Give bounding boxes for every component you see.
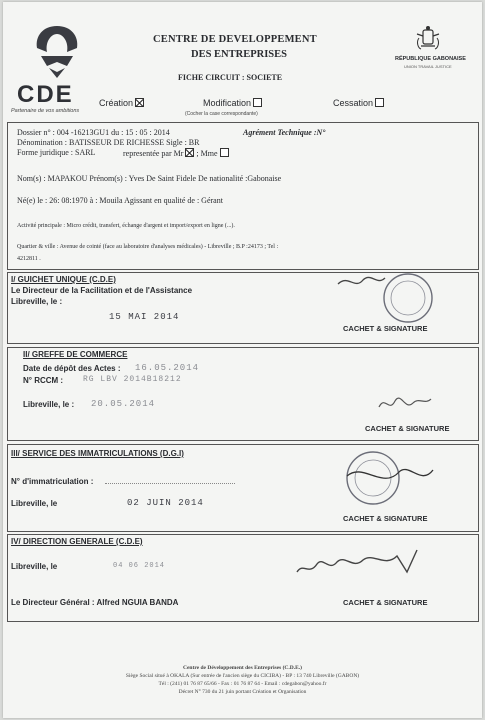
title-line1: CENTRE DE DEVELOPPEMENT bbox=[153, 34, 317, 45]
immat-title: III/ SERVICE DES IMMATRICULATIONS (D.G.I) bbox=[11, 449, 184, 458]
direction-signature-icon bbox=[293, 542, 433, 582]
coat-of-arms-icon bbox=[413, 24, 443, 54]
mr-checkbox[interactable] bbox=[185, 148, 194, 157]
cessation-option[interactable] bbox=[333, 98, 384, 108]
mme-checkbox[interactable] bbox=[220, 148, 229, 157]
title-line2: DES ENTREPRISES bbox=[191, 49, 287, 60]
naissance-line: Né(e) le : 26: 08:1970 à : Mouila Agissant en qualité de : Gérant bbox=[17, 196, 223, 205]
noms-line: Nom(s) : MAPAKOU Prénom(s) : Yves De Saint Fidele De nationalité :Gabonaise bbox=[17, 174, 282, 183]
immat-libreville: Libreville, le bbox=[11, 499, 58, 508]
greffe-date-depot: 16.05.2014 bbox=[135, 363, 200, 373]
direction-date: 04 06 2014 bbox=[113, 562, 166, 570]
cde-logo-icon bbox=[27, 22, 87, 84]
guichet-stamp-icon bbox=[333, 270, 443, 325]
activite-line: Activité principale : Micro crédit, transfert, échange d'argent et import/export en ligne (...). bbox=[17, 223, 235, 229]
direction-signature-label: CACHET & SIGNATURE bbox=[343, 598, 428, 607]
quartier-line: Quartier & ville : Avenue de cointé (face au laboratoire d'analyses médicales) - Libreville ; B.P :24173 ; Tel : bbox=[17, 244, 279, 250]
footer-line3: Tél : (241) 01 76 87 65/66 - Fax : 01 76 87 64 - Email : cdegabon@yahoo.fr bbox=[158, 681, 327, 687]
direction-title: IV/ DIRECTION GENERALE (C.D.E) bbox=[11, 537, 143, 546]
immat-num-field bbox=[105, 474, 235, 484]
tel-line: 4212811 . bbox=[17, 256, 41, 262]
logo-tagline: Partenaire de vos ambitions bbox=[11, 108, 80, 114]
direction-dg: Le Directeur Général : Alfred NGUIA BANDA bbox=[11, 598, 179, 607]
footer-line4: Décret N° 730 du 21 juin portant Création et Organisation bbox=[178, 689, 307, 695]
greffe-rccm-label: N° RCCM : bbox=[23, 376, 64, 385]
motto-label: UNION TRAVAIL JUSTICE bbox=[404, 64, 452, 69]
republic-label: RÉPUBLIQUE GABONAISE bbox=[395, 56, 466, 62]
representee-line bbox=[123, 148, 229, 158]
cessation-label: Cessation bbox=[333, 98, 374, 108]
forme-line: Forme juridique : SARL bbox=[17, 148, 96, 157]
immat-num-label: N° d'immatriculation : bbox=[11, 477, 94, 486]
form-title: FICHE CIRCUIT : SOCIETE bbox=[178, 73, 283, 82]
immat-stamp-icon bbox=[333, 442, 443, 514]
greffe-title: II/ GREFFE DE COMMERCE bbox=[23, 350, 128, 359]
logo-text: CDE bbox=[17, 81, 74, 108]
cessation-checkbox[interactable] bbox=[375, 98, 384, 107]
greffe-signature-icon bbox=[375, 387, 435, 422]
guichet-signature-label: CACHET & SIGNATURE bbox=[343, 324, 428, 333]
creation-option[interactable] bbox=[99, 98, 144, 108]
guichet-date: 15 MAI 2014 bbox=[109, 312, 180, 322]
greffe-libreville: Libreville, le : bbox=[23, 400, 75, 409]
footer-line2: Siège Social situé à OKALA (Sur entrée de l'ancien siège du CICIBA) - BP : 13 740 Libreville (GABON) bbox=[125, 673, 360, 679]
modification-checkbox[interactable] bbox=[253, 98, 262, 107]
greffe-rccm-value: RG LBV 2014B18212 bbox=[83, 375, 182, 384]
creation-checkbox[interactable] bbox=[135, 98, 144, 107]
mme-label: ; Mme bbox=[196, 149, 218, 158]
greffe-date: 20.05.2014 bbox=[91, 399, 156, 409]
representee-label: representée par Mr bbox=[123, 149, 184, 158]
guichet-title: I/ GUICHET UNIQUE (C.D.E) bbox=[11, 275, 116, 284]
guichet-libreville: Libreville, le : bbox=[11, 297, 63, 306]
immat-date: 02 JUIN 2014 bbox=[127, 498, 204, 508]
greffe-date-depot-label: Date de dépôt des Actes : bbox=[23, 364, 121, 373]
modification-option[interactable] bbox=[203, 98, 262, 108]
cocher-hint: (Cocher la case correspondante) bbox=[185, 111, 258, 117]
document-page bbox=[3, 2, 482, 718]
creation-label: Création bbox=[99, 98, 134, 108]
greffe-signature-label: CACHET & SIGNATURE bbox=[365, 424, 450, 433]
direction-libreville: Libreville, le bbox=[11, 562, 58, 571]
footer-line1: Centre de Développement des Entreprises (C.D.E.) bbox=[183, 665, 302, 671]
modification-label: Modification bbox=[203, 98, 252, 108]
immat-signature-label: CACHET & SIGNATURE bbox=[343, 514, 428, 523]
dossier-line: Dossier n° : 004 -16213GU1 du : 15 : 05 : 2014 bbox=[17, 128, 170, 137]
denomination-line: Dénomination : BATISSEUR DE RICHESSE Sigle : BR bbox=[17, 138, 200, 147]
guichet-directeur: Le Directeur de la Facilitation et de l'Assistance bbox=[11, 286, 193, 295]
agrement-line: Agrément Technique :N° bbox=[243, 128, 326, 137]
